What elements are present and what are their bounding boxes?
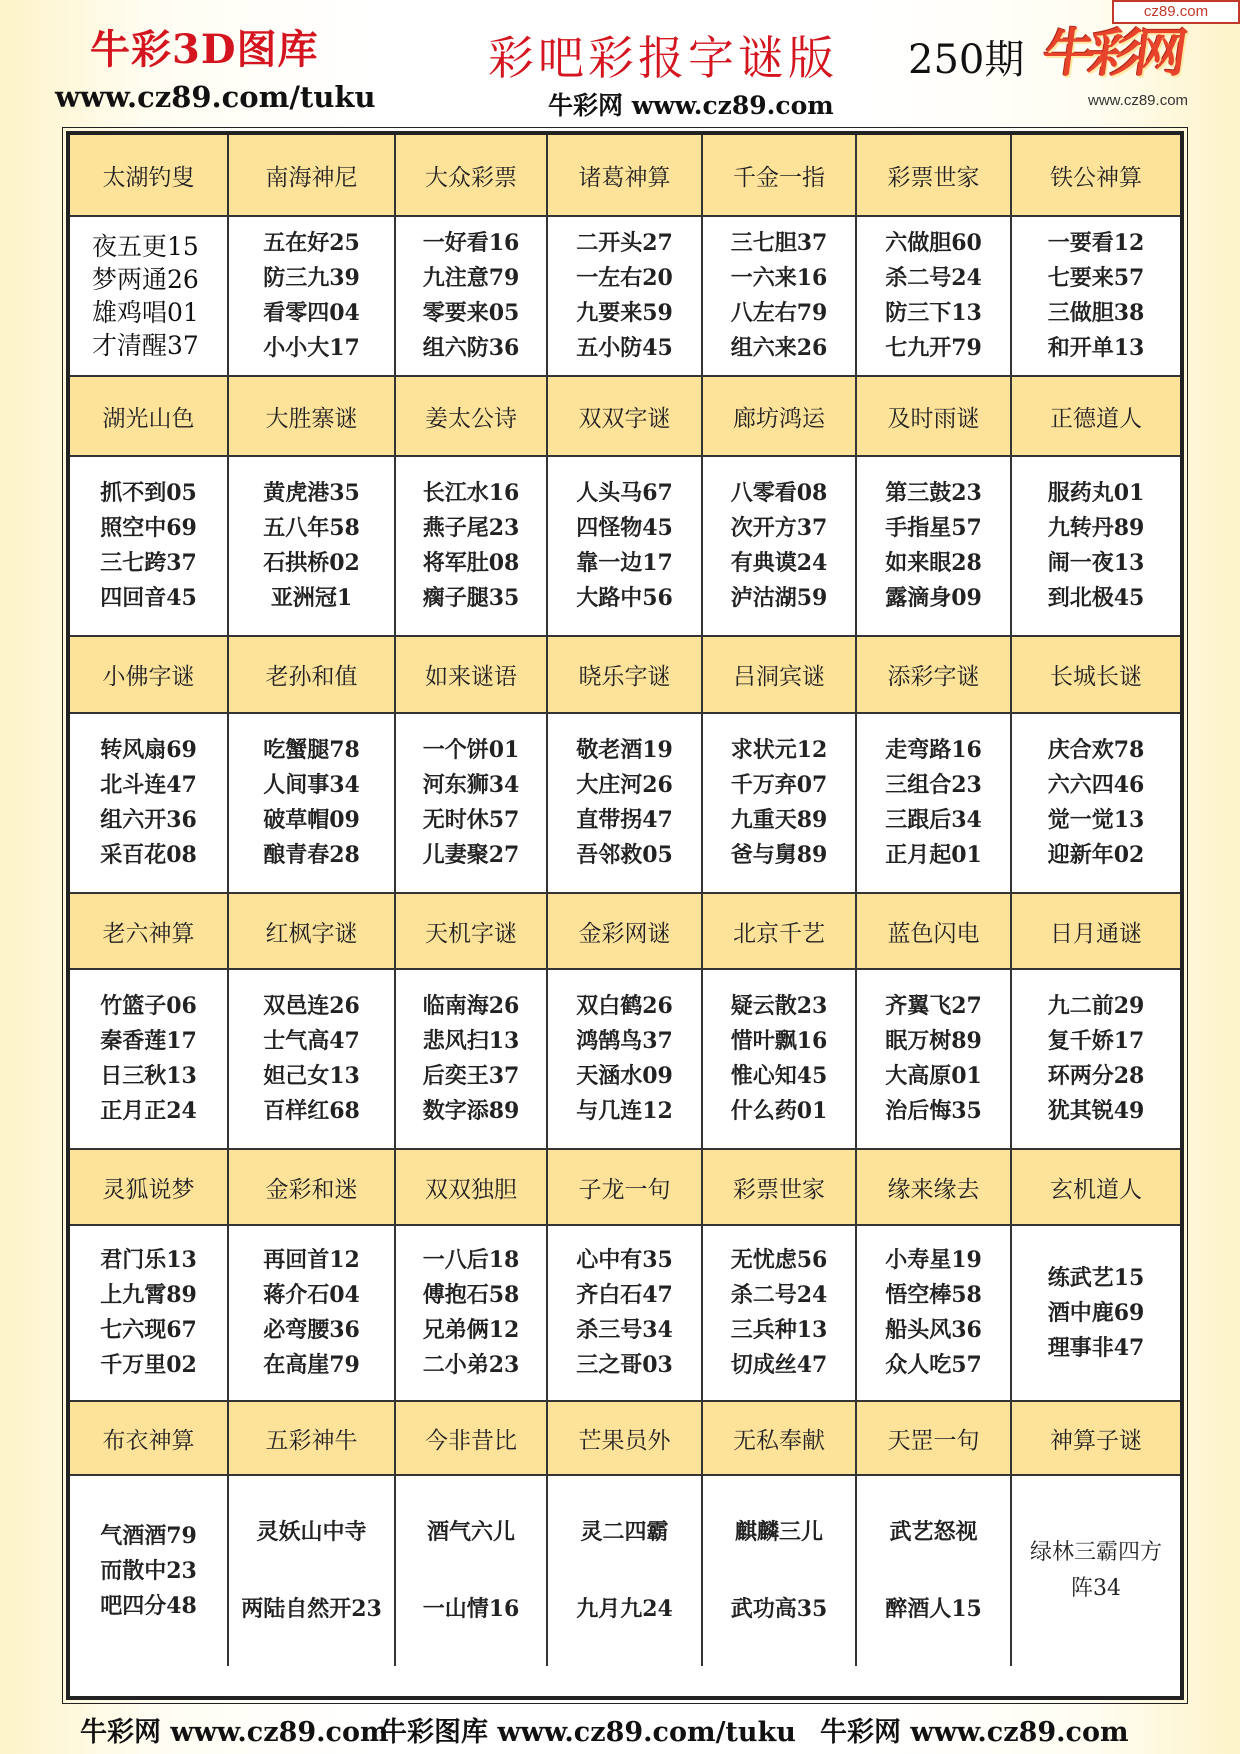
riddle-line: 转风扇69	[100, 737, 197, 763]
column-header: 大众彩票	[396, 135, 548, 217]
column-header: 彩票世家	[857, 135, 1012, 217]
riddle-line: 六六四46	[1047, 772, 1145, 798]
content-cell	[857, 970, 1012, 1150]
header-row	[70, 894, 1180, 970]
content-cell	[548, 1476, 703, 1666]
riddle-line: 三之哥03	[576, 1352, 673, 1378]
riddle-line: 无忧虑56	[730, 1247, 828, 1273]
riddle-line: 三做胆38	[1047, 300, 1145, 326]
content-cell	[70, 1226, 229, 1402]
riddle-line: 疑云散23	[730, 993, 828, 1019]
content-row	[70, 1226, 1180, 1402]
riddle-line: 和开单13	[1047, 335, 1145, 361]
riddle-line: 组六开36	[100, 807, 197, 833]
content-row	[70, 714, 1180, 894]
riddle-line: 九月九24	[576, 1596, 673, 1622]
column-header: 正德道人	[1012, 377, 1180, 457]
header-row	[70, 377, 1180, 457]
column-header: 天罡一句	[857, 1402, 1012, 1476]
content-cell	[1012, 714, 1180, 894]
riddle-line: 河东狮34	[422, 772, 520, 798]
riddle-line: 服药丸01	[1047, 480, 1145, 506]
column-header: 廊坊鸿运	[703, 377, 857, 457]
column-header: 添彩字谜	[857, 637, 1012, 714]
header-row	[70, 135, 1180, 217]
header-row	[70, 1402, 1180, 1476]
issue-number: 250期	[908, 37, 1025, 83]
riddle-line: 六做胆60	[885, 230, 982, 256]
riddle-line: 雄鸡唱01	[92, 298, 199, 327]
content-cell	[548, 1226, 703, 1402]
riddle-line: 必弯腰36	[263, 1317, 360, 1343]
riddle-line: 爸与舅89	[730, 842, 828, 868]
riddle-line: 一八后18	[422, 1247, 520, 1273]
riddle-line: 五小防45	[576, 335, 673, 361]
riddle-line: 防三九39	[263, 265, 360, 291]
riddle-line: 破草帽09	[263, 807, 360, 833]
riddle-table	[66, 131, 1184, 1700]
content-cell	[229, 714, 396, 894]
riddle-line: 再回首12	[263, 1247, 360, 1273]
riddle-line: 组六防36	[422, 335, 520, 361]
riddle-line: 四怪物45	[576, 515, 673, 541]
riddle-line: 将军肚08	[422, 550, 520, 576]
riddle-line: 一山情16	[422, 1596, 520, 1622]
column-header: 蓝色闪电	[857, 894, 1012, 970]
riddle-line: 七要来57	[1047, 265, 1145, 291]
riddle-line: 而散中23	[100, 1557, 197, 1584]
riddle-line: 惜叶飘16	[730, 1028, 828, 1054]
riddle-line: 妲己女13	[263, 1063, 360, 1089]
riddle-line: 与几连12	[576, 1098, 673, 1124]
riddle-line: 直带拐47	[576, 807, 673, 833]
content-cell	[548, 970, 703, 1150]
riddle-line: 零要来05	[422, 300, 520, 326]
riddle-line: 觉一觉13	[1047, 807, 1145, 833]
column-header: 金彩网谜	[548, 894, 703, 970]
column-header: 及时雨谜	[857, 377, 1012, 457]
logo-url: www.cz89.com	[1088, 92, 1189, 109]
riddle-line: 众人吃57	[885, 1352, 982, 1378]
column-header: 红枫字谜	[229, 894, 396, 970]
column-header: 北京千艺	[703, 894, 857, 970]
column-header: 千金一指	[703, 135, 857, 217]
content-cell	[857, 1226, 1012, 1402]
riddle-line: 心中有35	[576, 1247, 673, 1273]
riddle-line: 大高原01	[885, 1063, 982, 1089]
riddle-line: 大路中56	[576, 585, 673, 611]
riddle-line: 抓不到05	[100, 480, 197, 506]
riddle-line: 组六来26	[730, 335, 828, 361]
riddle-line: 三七跨37	[100, 550, 197, 576]
content-cell	[396, 1476, 548, 1666]
riddle-line: 杀二号24	[730, 1282, 828, 1308]
riddle-line: 临南海26	[422, 993, 520, 1019]
riddle-line: 九转丹89	[1047, 515, 1145, 541]
content-cell	[703, 217, 857, 377]
riddle-line: 五八年58	[263, 515, 360, 541]
content-row	[70, 970, 1180, 1150]
content-cell	[857, 1476, 1012, 1666]
content-cell	[229, 457, 396, 637]
column-header: 双双字谜	[548, 377, 703, 457]
riddle-line: 酒气六儿	[426, 1519, 515, 1545]
riddle-line: 杀三号34	[576, 1317, 673, 1343]
riddle-line: 后奕王37	[422, 1063, 520, 1089]
column-header: 无私奉献	[703, 1402, 857, 1476]
content-cell	[1012, 1476, 1180, 1666]
riddle-line: 在高崖79	[263, 1352, 360, 1378]
column-header: 芒果员外	[548, 1402, 703, 1476]
page-title: 彩吧彩报字谜版	[488, 31, 838, 85]
content-cell	[703, 714, 857, 894]
riddle-line: 九注意79	[422, 265, 520, 291]
riddle-line: 北斗连47	[100, 772, 197, 798]
content-cell	[857, 714, 1012, 894]
riddle-line: 环两分28	[1047, 1063, 1145, 1089]
riddle-line: 露滴身09	[885, 585, 982, 611]
riddle-line: 吾邻救05	[576, 842, 673, 868]
content-cell	[703, 457, 857, 637]
riddle-line: 防三下13	[885, 300, 982, 326]
content-cell	[548, 457, 703, 637]
content-cell	[229, 1226, 396, 1402]
content-cell	[70, 457, 229, 637]
riddle-line: 三组合23	[885, 772, 982, 798]
riddle-line: 二开头27	[576, 230, 673, 256]
riddle-line: 求状元12	[730, 737, 828, 763]
riddle-line: 人头马67	[576, 480, 673, 506]
riddle-line: 绿林三霸四方阵34	[1029, 1540, 1162, 1601]
riddle-line: 三兵种13	[730, 1317, 828, 1343]
column-header: 姜太公诗	[396, 377, 548, 457]
riddle-line: 长江水16	[422, 480, 520, 506]
brand-url-link[interactable]: www.cz89.com/tuku	[55, 80, 376, 114]
content-cell	[396, 970, 548, 1150]
column-header: 长城长谜	[1012, 637, 1180, 714]
column-header: 如来谜语	[396, 637, 548, 714]
riddle-line: 八左右79	[730, 300, 828, 326]
column-header: 今非昔比	[396, 1402, 548, 1476]
column-header: 小佛字谜	[70, 637, 229, 714]
riddle-line: 日三秋13	[100, 1063, 197, 1089]
content-cell	[70, 714, 229, 894]
riddle-line: 蒋介石04	[263, 1282, 360, 1308]
riddle-line: 灵二四霸	[580, 1519, 669, 1545]
riddle-line: 酿青春28	[263, 842, 360, 868]
column-header: 神算子谜	[1012, 1402, 1180, 1476]
riddle-line: 惟心知45	[730, 1063, 828, 1089]
column-header: 老孙和值	[229, 637, 396, 714]
column-header: 彩票世家	[703, 1150, 857, 1226]
content-cell	[703, 1476, 857, 1666]
content-cell	[229, 217, 396, 377]
riddle-line: 九重天89	[730, 807, 828, 833]
riddle-line: 一个饼01	[422, 737, 520, 763]
riddle-line: 燕子尾23	[422, 515, 520, 541]
riddle-grid	[70, 135, 1180, 1696]
riddle-line: 一左右20	[576, 265, 673, 291]
riddle-line: 百样红68	[263, 1098, 360, 1124]
content-row	[70, 1476, 1180, 1666]
content-cell	[229, 1476, 396, 1666]
column-header: 大胜寨谜	[229, 377, 396, 457]
content-cell	[1012, 217, 1180, 377]
brand-title: 牛彩3D图库	[90, 26, 319, 73]
riddle-line: 迎新年02	[1047, 842, 1145, 868]
riddle-line: 齐白石47	[576, 1282, 673, 1308]
riddle-line: 理事非47	[1047, 1334, 1145, 1361]
riddle-line: 二小弟23	[422, 1352, 520, 1378]
content-cell	[70, 1476, 229, 1666]
column-header: 天机字谜	[396, 894, 548, 970]
riddle-line: 武功高35	[730, 1596, 828, 1622]
column-header: 铁公神算	[1012, 135, 1180, 217]
riddle-line: 兄弟俩12	[422, 1317, 520, 1343]
riddle-line: 敬老酒19	[576, 737, 673, 763]
column-header: 双双独胆	[396, 1150, 548, 1226]
riddle-line: 一六来16	[730, 265, 828, 291]
riddle-line: 犹其锐49	[1047, 1098, 1145, 1124]
content-cell	[396, 217, 548, 377]
riddle-line: 无时休57	[422, 807, 520, 833]
riddle-line: 三七胆37	[730, 230, 828, 256]
content-cell	[1012, 1226, 1180, 1402]
riddle-line: 齐翼飞27	[885, 993, 982, 1019]
riddle-line: 悲风扫13	[422, 1028, 520, 1054]
column-header: 诸葛神算	[548, 135, 703, 217]
content-row	[70, 457, 1180, 637]
riddle-line: 正月正24	[100, 1098, 197, 1124]
riddle-line: 梦两通26	[92, 265, 199, 294]
riddle-line: 酒中鹿69	[1047, 1299, 1145, 1326]
column-header: 太湖钓叟	[70, 135, 229, 217]
column-header: 灵狐说梦	[70, 1150, 229, 1226]
riddle-line: 灵妖山中寺	[256, 1519, 367, 1545]
riddle-line: 七九开79	[885, 335, 982, 361]
riddle-line: 千万弃07	[730, 772, 828, 798]
column-header: 子龙一句	[548, 1150, 703, 1226]
riddle-line: 杀二号24	[885, 265, 982, 291]
riddle-line: 有典谟24	[730, 550, 828, 576]
riddle-line: 夜五更15	[92, 232, 199, 261]
column-header: 吕洞宾谜	[703, 637, 857, 714]
riddle-line: 瘸子腿35	[422, 585, 520, 611]
content-cell	[396, 457, 548, 637]
riddle-line: 小小大17	[263, 335, 360, 361]
riddle-line: 士气高47	[263, 1028, 360, 1054]
content-cell	[857, 217, 1012, 377]
riddle-line: 数字添89	[422, 1098, 520, 1124]
riddle-line: 两陆自然开23	[241, 1596, 382, 1622]
content-cell	[396, 714, 548, 894]
riddle-line: 八零看08	[730, 480, 828, 506]
content-cell	[70, 970, 229, 1150]
riddle-line: 到北极45	[1047, 585, 1145, 611]
riddle-line: 秦香莲17	[100, 1028, 197, 1054]
riddle-line: 闹一夜13	[1047, 550, 1145, 576]
riddle-line: 武艺怒视	[889, 1519, 978, 1545]
content-cell	[703, 970, 857, 1150]
content-cell	[1012, 457, 1180, 637]
riddle-line: 小寿星19	[885, 1247, 982, 1273]
riddle-line: 第三鼓23	[885, 480, 982, 506]
riddle-line: 九要来59	[576, 300, 673, 326]
column-header: 湖光山色	[70, 377, 229, 457]
column-header: 日月通谜	[1012, 894, 1180, 970]
riddle-line: 什么药01	[730, 1098, 828, 1124]
riddle-line: 竹篮子06	[100, 993, 197, 1019]
footer-link-middle[interactable]: 牛彩图库 www.cz89.com/tuku	[380, 1717, 796, 1748]
column-header: 晓乐字谜	[548, 637, 703, 714]
riddle-line: 如来眼28	[885, 550, 982, 576]
riddle-line: 人间事34	[263, 772, 360, 798]
riddle-line: 眠万树89	[885, 1028, 982, 1054]
corner-site-tag[interactable]: cz89.com	[1112, 0, 1240, 24]
content-row	[70, 217, 1180, 377]
riddle-line: 船头风36	[885, 1317, 982, 1343]
riddle-line: 傅抱石58	[422, 1282, 520, 1308]
footer-link-right[interactable]: 牛彩网 www.cz89.com	[820, 1717, 1129, 1748]
riddle-line: 鸿鹄鸟37	[576, 1028, 673, 1054]
riddle-line: 上九霄89	[100, 1282, 197, 1308]
column-header: 金彩和迷	[229, 1150, 396, 1226]
header-row	[70, 1150, 1180, 1226]
riddle-line: 手指星57	[885, 515, 982, 541]
riddle-line: 悟空棒58	[885, 1282, 982, 1308]
column-header: 布衣神算	[70, 1402, 229, 1476]
header-row	[70, 637, 1180, 714]
page-footer	[0, 1710, 1240, 1750]
content-cell	[548, 217, 703, 377]
riddle-line: 泸沽湖59	[730, 585, 828, 611]
riddle-line: 正月起01	[885, 842, 982, 868]
riddle-line: 才清醒37	[92, 331, 199, 360]
content-cell	[70, 217, 229, 377]
riddle-line: 采百花08	[100, 842, 197, 868]
column-header: 玄机道人	[1012, 1150, 1180, 1226]
logo-wordmark-icon: 牛彩网	[1038, 24, 1186, 84]
riddle-line: 靠一边17	[576, 550, 673, 576]
riddle-line: 双邑连26	[263, 993, 360, 1019]
riddle-line: 君门乐13	[100, 1247, 197, 1273]
riddle-line: 天涵水09	[576, 1063, 673, 1089]
column-header: 老六神算	[70, 894, 229, 970]
riddle-line: 醉酒人15	[885, 1596, 982, 1622]
content-cell	[703, 1226, 857, 1402]
site-logo[interactable]	[1038, 22, 1205, 114]
riddle-line: 九二前29	[1047, 993, 1145, 1019]
riddle-line: 五在好25	[263, 230, 360, 256]
content-cell	[857, 457, 1012, 637]
site-url-link[interactable]: 牛彩网 www.cz89.com	[548, 91, 834, 120]
riddle-line: 吧四分48	[100, 1592, 197, 1619]
riddle-line: 复千娇17	[1047, 1028, 1145, 1054]
riddle-line: 千万里02	[100, 1352, 197, 1378]
riddle-line: 大庄河26	[576, 772, 673, 798]
page-header	[0, 0, 1240, 125]
riddle-line: 切成丝47	[730, 1352, 828, 1378]
riddle-line: 石拱桥02	[263, 550, 360, 576]
riddle-line: 双白鹤26	[576, 993, 673, 1019]
riddle-line: 七六现67	[100, 1317, 197, 1343]
riddle-line: 次开方37	[730, 515, 828, 541]
riddle-line: 一要看12	[1047, 230, 1145, 256]
riddle-line: 庆合欢78	[1047, 737, 1145, 763]
riddle-line: 照空中69	[100, 515, 197, 541]
content-cell	[1012, 970, 1180, 1150]
column-header: 五彩神牛	[229, 1402, 396, 1476]
riddle-line: 麒麟三儿	[734, 1519, 823, 1545]
content-cell	[548, 714, 703, 894]
content-cell	[229, 970, 396, 1150]
riddle-line: 亚洲冠1	[270, 585, 353, 611]
content-cell	[396, 1226, 548, 1402]
riddle-line: 四回音45	[100, 585, 197, 611]
riddle-line: 治后悔35	[885, 1098, 982, 1124]
column-header: 缘来缘去	[857, 1150, 1012, 1226]
riddle-line: 走弯路16	[885, 737, 982, 763]
footer-link-left[interactable]: 牛彩网 www.cz89.com	[80, 1717, 389, 1748]
riddle-line: 吃蟹腿78	[263, 737, 360, 763]
riddle-line: 气酒酒79	[100, 1522, 197, 1549]
riddle-line: 看零四04	[263, 300, 360, 326]
riddle-line: 一好看16	[422, 230, 520, 256]
riddle-line: 三跟后34	[885, 807, 982, 833]
riddle-line: 黄虎港35	[263, 480, 360, 506]
riddle-line: 练武艺15	[1047, 1264, 1145, 1291]
riddle-line: 儿妻聚27	[422, 842, 520, 868]
column-header: 南海神尼	[229, 135, 396, 217]
